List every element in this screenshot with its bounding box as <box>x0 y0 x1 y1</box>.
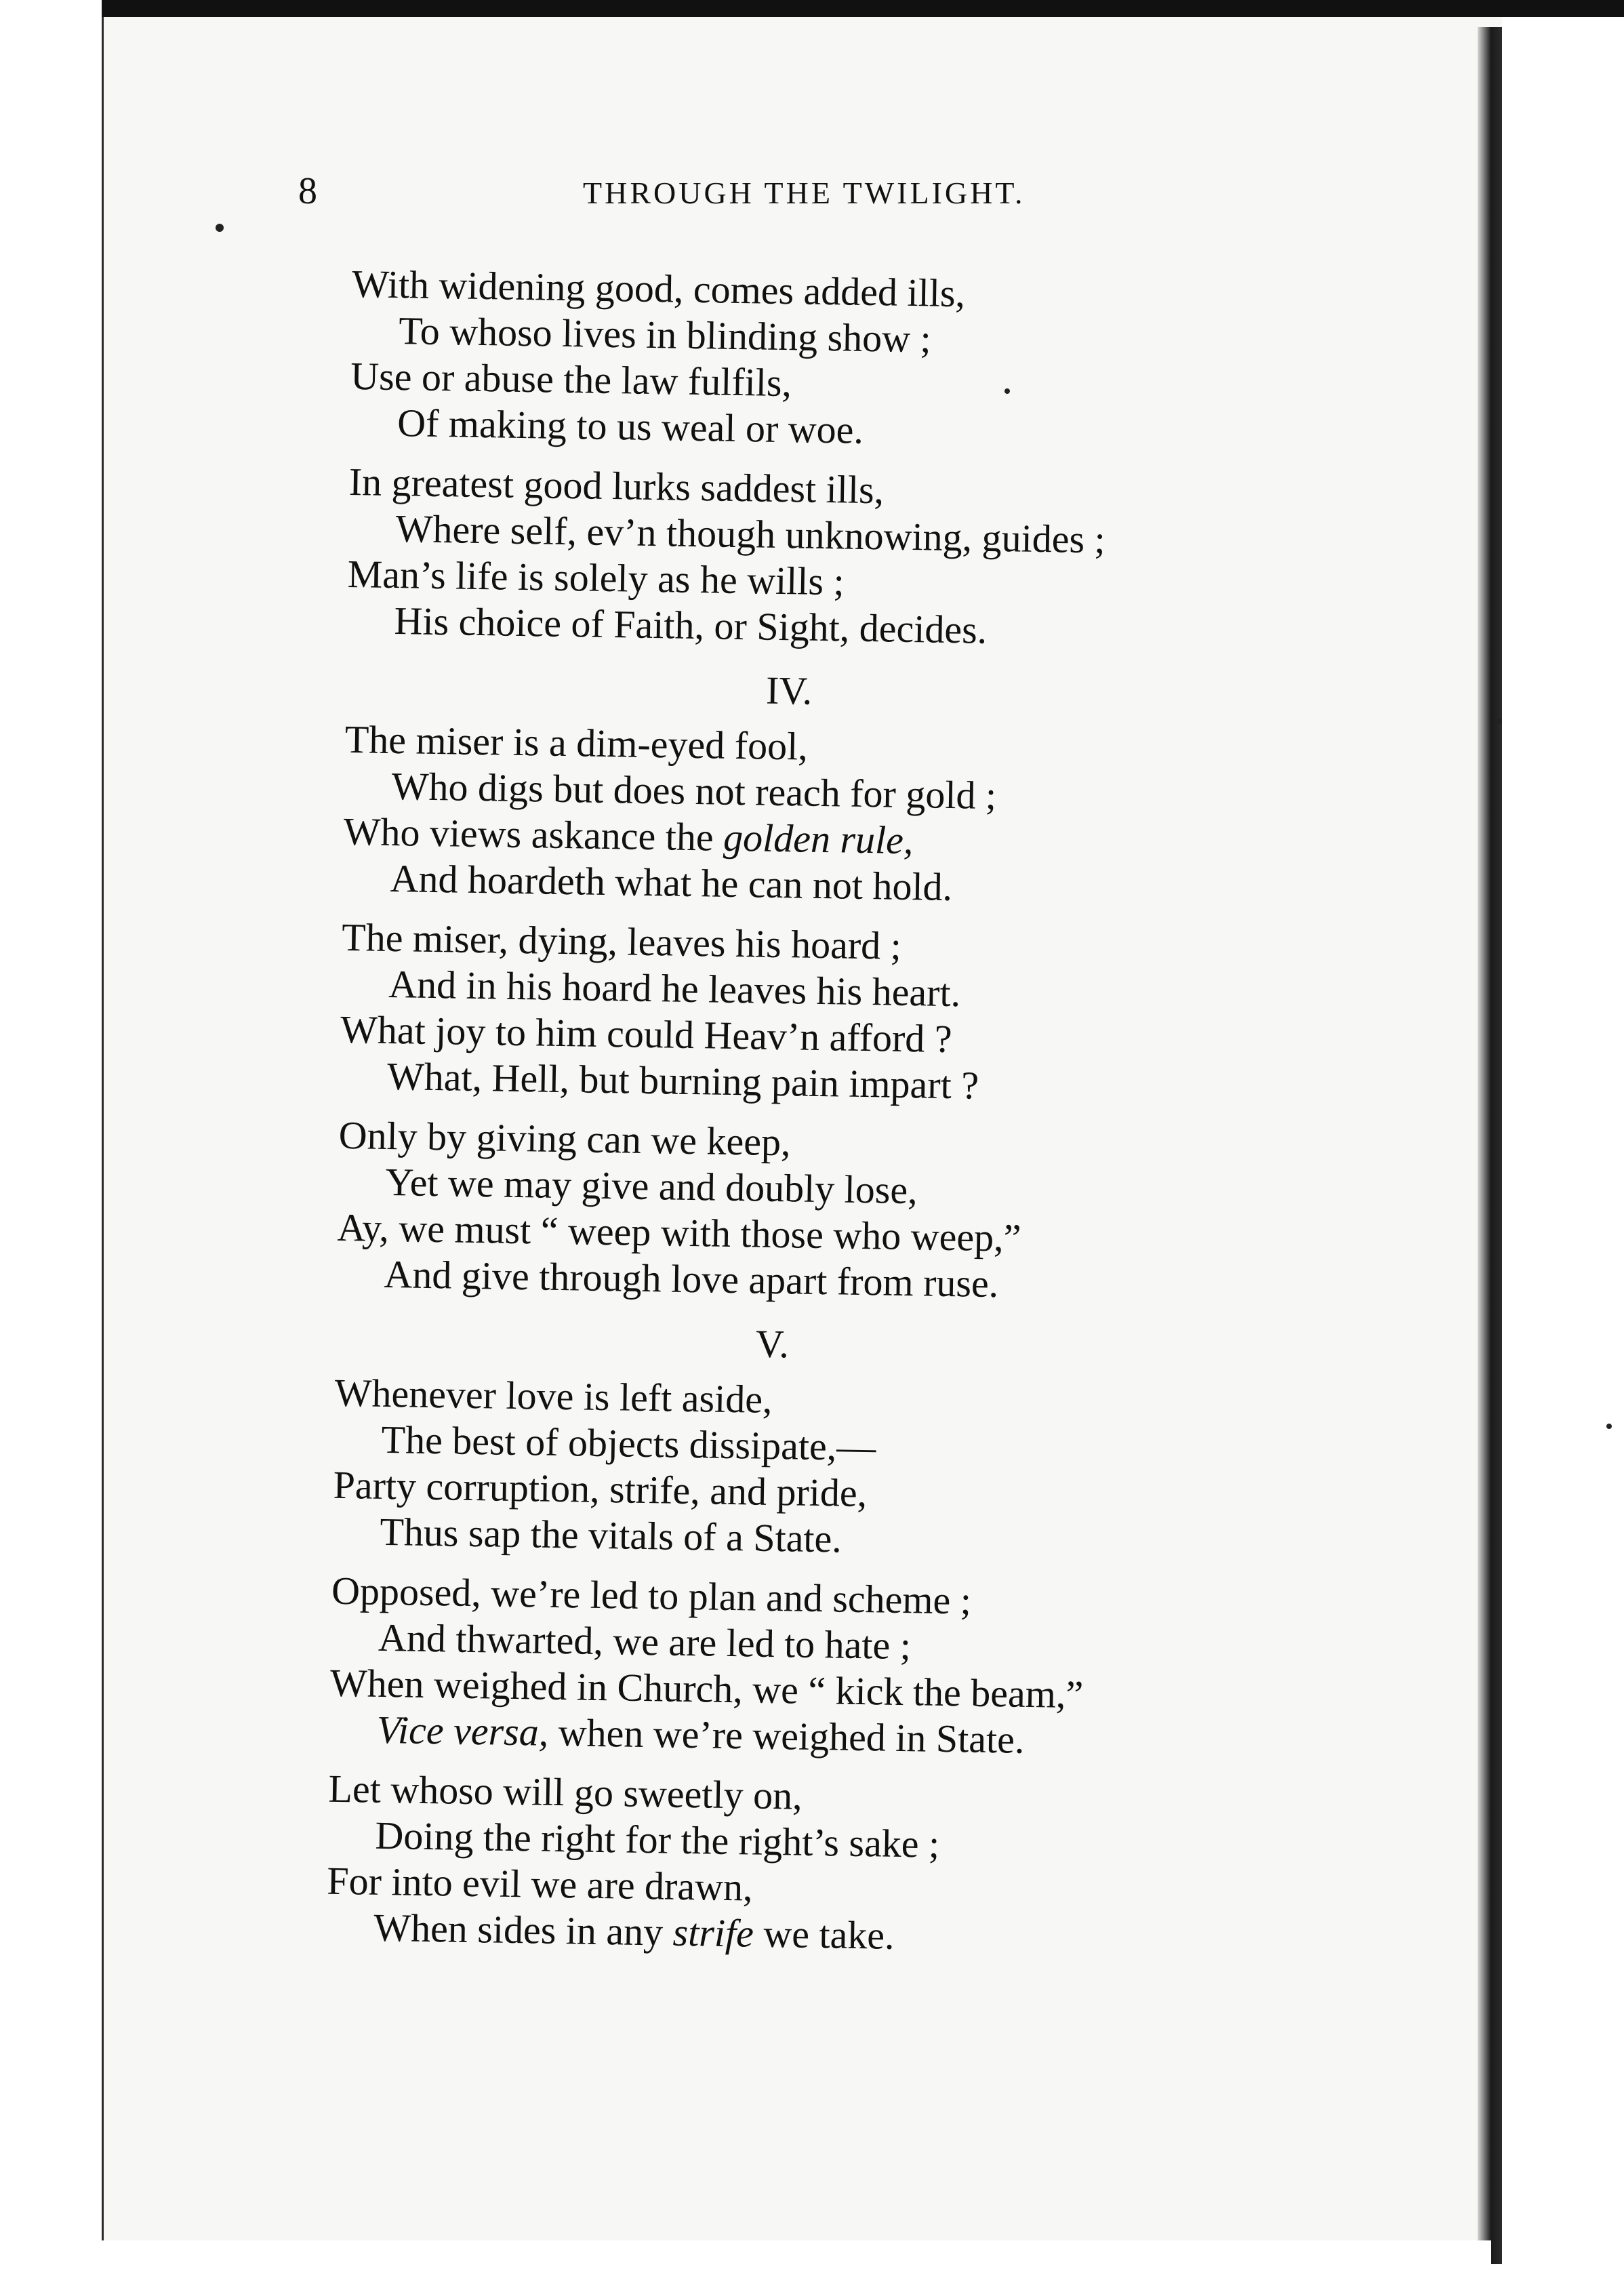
poem-line: With widening good, comes added ills, <box>351 261 966 316</box>
poem-line: What joy to him could Heav’n afford ? <box>340 1007 953 1062</box>
page-number: 8 <box>298 170 317 212</box>
line-text: Who views askance the <box>343 809 724 860</box>
poem-body <box>326 261 1369 1979</box>
poem-line: The miser, dying, leaves his hoard ; <box>341 914 902 968</box>
scan-speck <box>1606 1424 1612 1429</box>
poem-line: Where self, ev’n though unknowing, guides ; <box>395 506 1106 562</box>
poem-line: Opposed, we’re led to plan and scheme ; <box>331 1568 972 1623</box>
poem-line: The best of objects dissipate,— <box>381 1417 876 1470</box>
stanza <box>340 914 1359 1115</box>
stanza <box>350 261 1369 462</box>
italic-phrase: Vice versa, <box>376 1707 549 1754</box>
italic-phrase: golden rule, <box>723 815 914 863</box>
poem-line: What, Hell, but burning pain impart ? <box>386 1053 979 1108</box>
poem-line: Yet we may give and doubly lose, <box>385 1159 918 1213</box>
section-heading-v: V. <box>755 1321 790 1367</box>
scan-speck <box>216 224 224 232</box>
stanza <box>336 1112 1356 1313</box>
poem-line: When weighed in Church, we “ kick the beam,” <box>329 1660 1084 1717</box>
poem-line: The miser is a dim-eyed fool, <box>344 717 809 769</box>
poem-line: And hoardeth what he can not hold. <box>390 856 953 910</box>
poem-line: Only by giving can we keep, <box>338 1112 792 1165</box>
line-text: When sides in any <box>373 1905 674 1954</box>
book-gutter <box>1478 27 1502 2264</box>
scan-top-edge <box>102 0 1624 18</box>
poem-line: His choice of Faith, or Sight, decides. <box>394 599 988 652</box>
poem-line: Let whoso will go sweetly on, <box>328 1766 803 1818</box>
poem-line: And thwarted, we are led to hate ; <box>378 1615 912 1668</box>
poem-line: Whenever love is left aside, <box>334 1370 773 1422</box>
line-text: when we’re weighed in State. <box>548 1710 1025 1762</box>
line-text: we take. <box>753 1911 895 1958</box>
running-title: THROUGH THE TWILIGHT. <box>583 176 1026 210</box>
scan-speck <box>1497 719 1502 724</box>
adjacent-page-edge <box>1502 17 1624 2294</box>
poem-line: And in his hoard he leaves his heart. <box>388 961 961 1015</box>
poem-line: Who digs but does not reach for gold ; <box>391 764 997 818</box>
poem-line: Party corruption, strife, and pride, <box>333 1462 868 1516</box>
poem-line: For into evil we are drawn, <box>326 1858 754 1910</box>
poem-line: Man’s life is solely as he wills ; <box>347 551 845 604</box>
stanza <box>342 717 1362 917</box>
poem-line: Use or abuse the law fulfils, <box>350 353 792 405</box>
section-heading-iv: IV. <box>765 668 813 713</box>
poem-line: Doing the right for the right’s sake ; <box>375 1813 940 1866</box>
poem-line: To whoso lives in blinding show ; <box>398 308 932 361</box>
stanza <box>346 459 1366 660</box>
poem-line: Ay, we must “ weep with those who weep,” <box>337 1205 1021 1260</box>
poem-line: Thus sap the vitals of a State. <box>380 1509 843 1561</box>
poem-line: In greatest good lurks saddest ills, <box>348 459 885 512</box>
running-head <box>298 169 1274 224</box>
poem-line: And give through love apart from ruse. <box>384 1251 999 1306</box>
poem-line: Of making to us weal or woe. <box>397 401 864 452</box>
scan-bottom-margin <box>102 2240 1491 2294</box>
stanza <box>332 1370 1352 1571</box>
italic-phrase: strife <box>672 1910 754 1956</box>
stanza <box>326 1766 1345 1967</box>
stanza <box>329 1568 1348 1769</box>
